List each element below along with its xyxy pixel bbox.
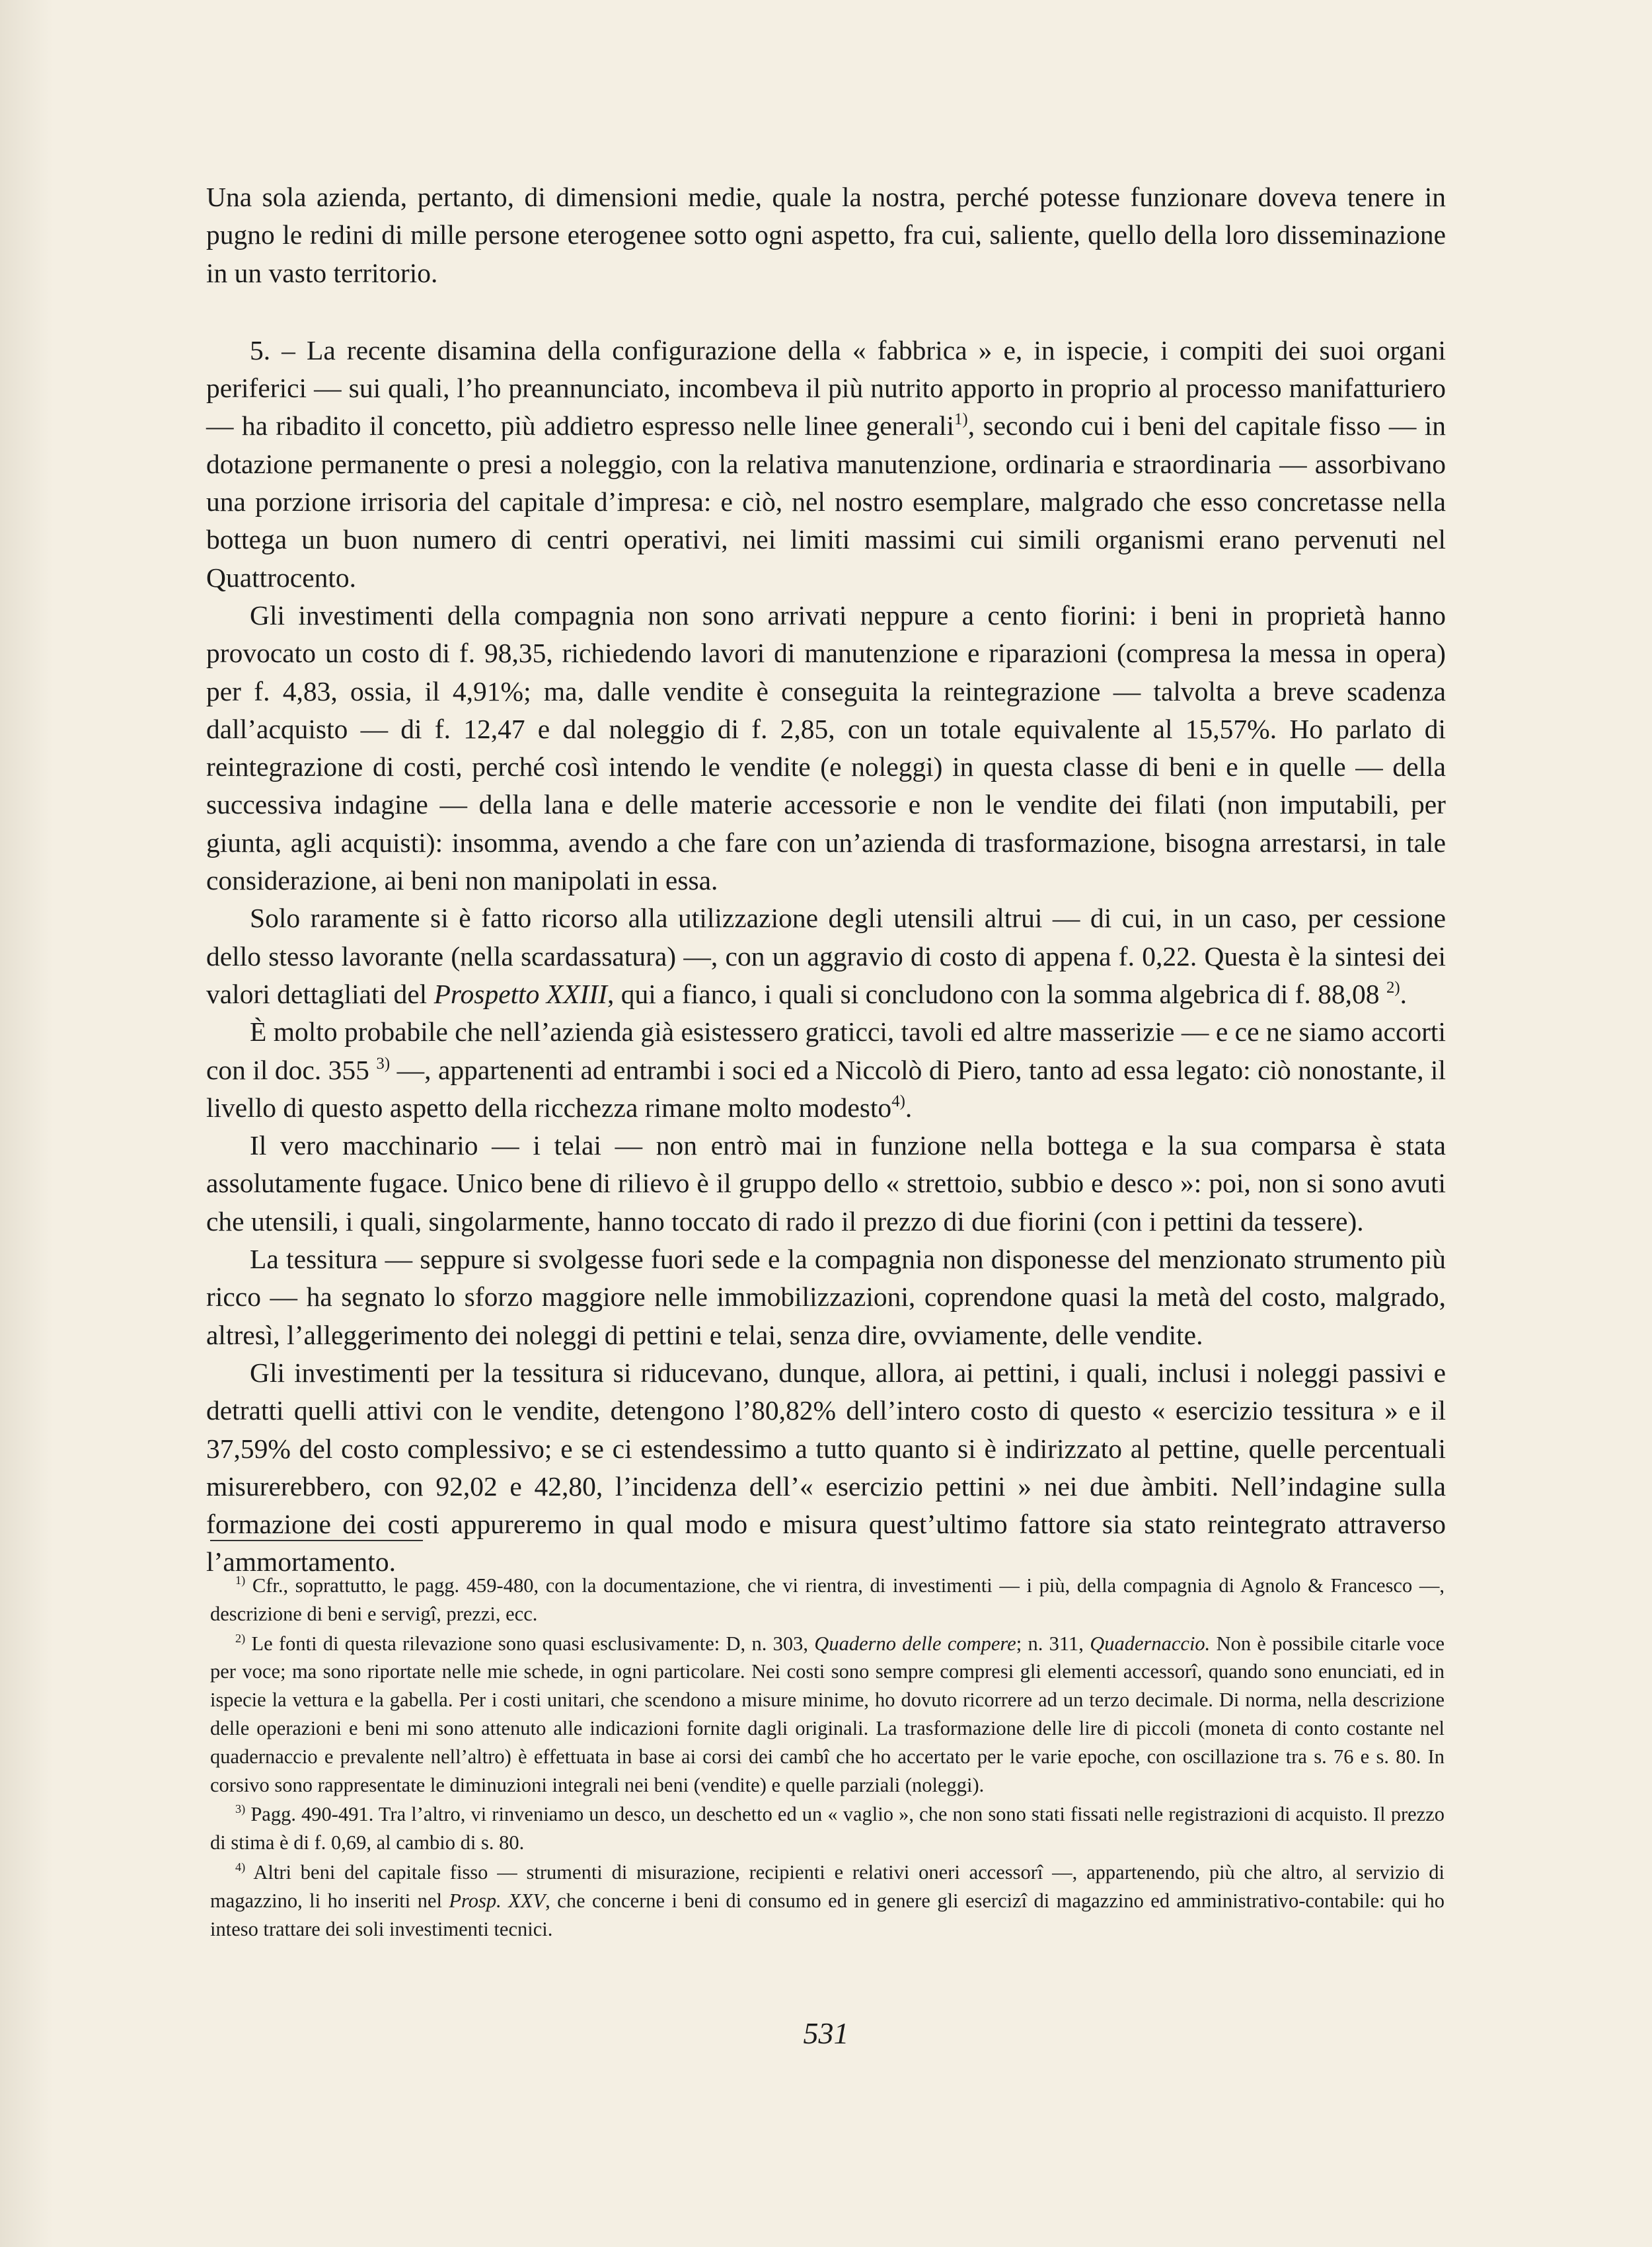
footnote-ref: 3) <box>235 1802 246 1816</box>
page-number: 531 <box>803 2016 849 2050</box>
footnote-ref: 2) <box>1386 978 1400 997</box>
text-run: Gli investimenti della compagnia non sono arrivati neppure a cento fiorini: i beni in proprietà hanno provocato un costo di f. 98,35, richiedendo lavori di manutenzione e riparazioni (compresa la messa in opera) per f. 4,83, ossia, il 4,91%; ma, dalle vendite è conseguita la reintegrazione — talvolta a breve scadenza dall’acquisto — di f. 12,47 e dal noleggio di f. 2,85, con un totale equivalente al 15,57%. Ho parlato di reintegrazione di costi, perché così intendo le vendite (e noleggi) in questa classe di beni e in quelle — della successiva indagine — della lana e delle materie accessorie e non le vendite dei filati (non imputabili, per giunta, agli acquisti): insomma, avendo a che fare con un’azienda di trasformazione, bisogna arrestarsi, in tale considerazione, ai beni non manipolati in essa. <box>206 599 1446 896</box>
text-run: Gli investimenti per la tessitura si riducevano, dunque, allora, ai pettini, i quali, inclusi i noleggi passivi e detratti quelli attivi con le vendite, detengono l’80,82% dell’intero costo di questo « esercizio tessitura » e il 37,59% del costo complessivo; e se ci estendessimo a tutto quanto si è indirizzato al pettine, quelle percentuali misurerebbero, con 92,02 e 42,80, l’incidenza dell’« esercizio pettini » nei due àmbiti. Nell’indagine sulla formazione dei costi appureremo in qual modo e misura quest’ultimo fattore sia stato reintegrato attraverso l’ammortamento. <box>206 1357 1446 1578</box>
paragraph-1 <box>206 178 1446 292</box>
text-run: 5. – La recente disamina della configurazione della « fabbrica » e, in ispecie, i compiti dei suoi organi periferici — sui quali, l’ho preannunciato, incombeva il più nutrito apporto in proprio al processo manifatturiero — ha ribadito il concetto, più addietro espresso nelle linee generali <box>206 334 1446 441</box>
text-run: , secondo cui i beni del capitale fisso — in dotazione permanente o presi a noleggio, con la relativa manutenzione, ordinaria e straordinaria — assorbivano una porzione irrisoria del capitale d’impresa: e ciò, nel nostro esemplare, malgrado che esso concretasse nella bottega un buon numero di centri operativi, nei limiti massimi cui simili organismi erano pervenuti nel Quattrocento. <box>206 410 1446 593</box>
paragraph-section-5 <box>206 332 1446 597</box>
text-run: Non è possibile citarle voce per voce; ma sono riportate nelle mie schede, in ogni particolare. Nei costi sono sempre compresi gli elementi accessorî, quando sono enunciati, ed in ispecie la vettura e la gabella. Per i costi unitari, che scendono a misure minime, ho dovuto ricorrere ad un terzo decimale. Di norma, nella descrizione delle operazioni e beni mi sono attenuto alle indicazioni fornite dagli originali. La trasformazione delle lire di piccoli (moneta di conto costante nel quadernaccio e prevalente nell’altro) è effettuata in base ai corsi dei cambî che ho accertato per le varie epoche, con oscillazione tra s. 76 e s. 80. In corsivo sono rappresentate le diminuzioni integrali nei beni (vendite) e quelle parziali (noleggi). <box>210 1632 1445 1796</box>
main-text <box>206 178 1446 1581</box>
italic-text: Prospetto XXIII <box>433 978 607 1009</box>
text-run: ; n. 311, <box>1016 1632 1090 1655</box>
text-run: Una sola azienda, pertanto, di dimensioni medie, quale la nostra, perché potesse funzionare doveva tenere in pugno le redini di mille persone eterogenee sotto ogni aspetto, fra cui, saliente, quello della loro disseminazione in un vasto territorio. <box>206 182 1446 288</box>
footnote-ref: 4) <box>235 1860 246 1874</box>
paragraph-7 <box>206 1240 1446 1354</box>
text-run: . <box>905 1092 913 1123</box>
paragraph-4 <box>206 899 1446 1013</box>
footnote-separator <box>210 1540 423 1541</box>
footnote-4 <box>210 1858 1445 1943</box>
footnote-ref: 1) <box>235 1574 246 1587</box>
footnote-ref: 2) <box>235 1631 246 1645</box>
page-binding-shadow <box>0 0 53 2247</box>
footnotes <box>210 1572 1445 1944</box>
footnote-ref: 1) <box>954 410 968 429</box>
text-run: Le fonti di questa rilevazione sono quasi esclusivamente: D, n. 303, <box>245 1632 815 1655</box>
footnote-2 <box>210 1630 1445 1800</box>
italic-text: Quaderno delle compere <box>814 1632 1016 1655</box>
paragraph-8 <box>206 1354 1446 1581</box>
italic-text: Prosp. XXV <box>449 1889 546 1912</box>
paragraph-5 <box>206 1013 1446 1127</box>
text-run: La tessitura — seppure si svolgesse fuori sede e la compagnia non disponesse del menzionato strumento più ricco — ha segnato lo sforzo maggiore nelle immobilizzazioni, coprendone quasi la metà del costo, malgrado, altresì, l’alleggerimento dei noleggi di pettini e telai, senza dire, ovviamente, delle vendite. <box>206 1244 1446 1350</box>
text-run: . <box>1400 978 1408 1009</box>
footnote-ref: 3) <box>376 1054 391 1073</box>
paragraph-6 <box>206 1127 1446 1240</box>
footnote-1 <box>210 1572 1445 1628</box>
footnote-ref: 4) <box>891 1092 905 1110</box>
text-run: Cfr., soprattutto, le pagg. 459-480, con la documentazione, che vi rientra, di investimenti — i più, della compagnia di Agnolo & Francesco —, descrizione di beni e servigî, prezzi, ecc. <box>210 1574 1445 1625</box>
text-run: Solo raramente si è fatto ricorso alla utilizzazione degli utensili altrui — di cui, in un caso, per cessione dello stesso lavorante (nella scardassatura) —, con un aggravio di costo di appena f. 0,22. Questa è la sintesi dei valori dettagliati del <box>206 903 1446 1009</box>
footnote-3 <box>210 1800 1445 1857</box>
text-run: —, appartenenti ad entrambi i soci ed a Niccolò di Piero, tanto ad essa legato: ciò nonostante, il livello di questo aspetto della ricchezza rimane molto modesto <box>206 1054 1446 1123</box>
text-run: , che concerne i beni di consumo ed in genere gli esercizî di magazzino ed amministrativo-contabile: qui ho inteso trattare dei soli investimenti tecnici. <box>210 1889 1445 1940</box>
text-run: Pagg. 490-491. Tra l’altro, vi rinveniamo un desco, un deschetto ed un « vaglio », che non sono stati fissati nelle registrazioni di acquisto. Il prezzo di stima è di f. 0,69, al cambio di s. 80. <box>210 1803 1445 1854</box>
italic-text: Quadernaccio. <box>1090 1632 1211 1655</box>
text-run: È molto probabile che nell’azienda già esistessero graticci, tavoli ed altre masserizie — e ce ne siamo accorti con il doc. 355 <box>206 1016 1446 1085</box>
paragraph-3 <box>206 597 1446 899</box>
text-run: Il vero macchinario — i telai — non entrò mai in funzione nella bottega e la sua comparsa è stata assolutamente fugace. Unico bene di rilievo è il gruppo dello « strettoio, subbio e desco »: poi, non si sono avuti che utensili, i quali, singolarmente, hanno toccato di rado il prezzo di due fiorini (con i pettini da tessere). <box>206 1130 1446 1237</box>
text-run: Altri beni del capitale fisso — strumenti di misurazione, recipienti e relativi oneri accessorî —, appartenendo, più che altro, al servizio di magazzino, li ho inseriti nel <box>210 1860 1445 1912</box>
text-run: , qui a fianco, i quali si concludono con la somma algebrica di f. 88,08 <box>607 978 1386 1009</box>
